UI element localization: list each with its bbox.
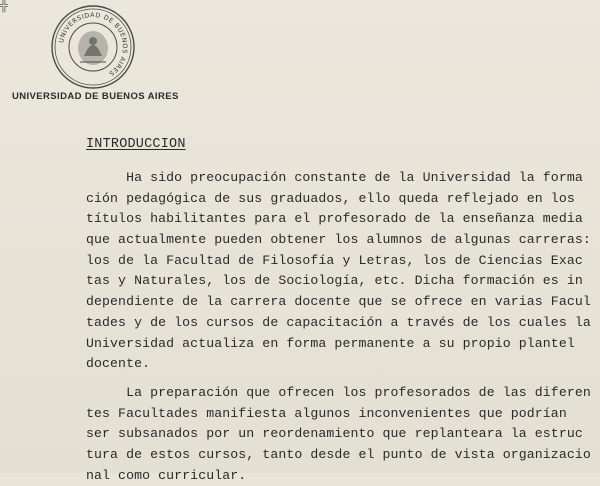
text-line: Universidad actualiza en forma permanente a su propio plantel: [86, 335, 575, 351]
text-line: tes Facultades manifiesta algunos inconvenientes que podrían: [86, 405, 567, 421]
section-title: INTRODUCCION: [86, 137, 186, 152]
text-line: que actualmente pueden obtener los alumnos de algunas carreras:: [86, 232, 591, 248]
paragraph: [86, 168, 596, 375]
paragraph: [86, 383, 596, 486]
corner-mark: ╬: [0, 0, 8, 12]
text-line: los de la Facultad de Filosofía y Letras, los de Ciencias Exac: [86, 252, 583, 268]
text-line: ser subsanados por un reordenamiento que replanteara la estruc: [86, 426, 583, 442]
document-body: [86, 168, 596, 486]
text-line: ción pedagógica de sus graduados, ello queda reflejado en los: [86, 190, 575, 206]
text-line: dependiente de la carrera docente que se ofrece en varias Facul: [86, 294, 591, 310]
text-line: títulos habilitantes para el profesorado de la enseñanza media: [86, 211, 583, 227]
university-seal-icon: [50, 4, 136, 90]
text-line: tades y de los cursos de capacitación a través de los cuales la: [86, 314, 591, 330]
text-line: nal como curricular.: [86, 467, 247, 483]
paragraph-gap: [86, 375, 596, 383]
seal-text: UNIVERSIDAD DE BUENOS AIRES: [57, 10, 130, 78]
text-line: tura de estos cursos, tanto desde el punto de vista organizacio: [86, 446, 591, 462]
text-line: tas y Naturales, los de Sociología, etc. Dicha formación es in: [86, 273, 583, 289]
text-line: docente.: [86, 356, 151, 372]
university-name: UNIVERSIDAD DE BUENOS AIRES: [12, 91, 179, 102]
text-line: Ha sido preocupación constante de la Universidad la forma: [86, 170, 583, 185]
text-line: La preparación que ofrecen los profesorados de las diferen: [86, 384, 591, 400]
